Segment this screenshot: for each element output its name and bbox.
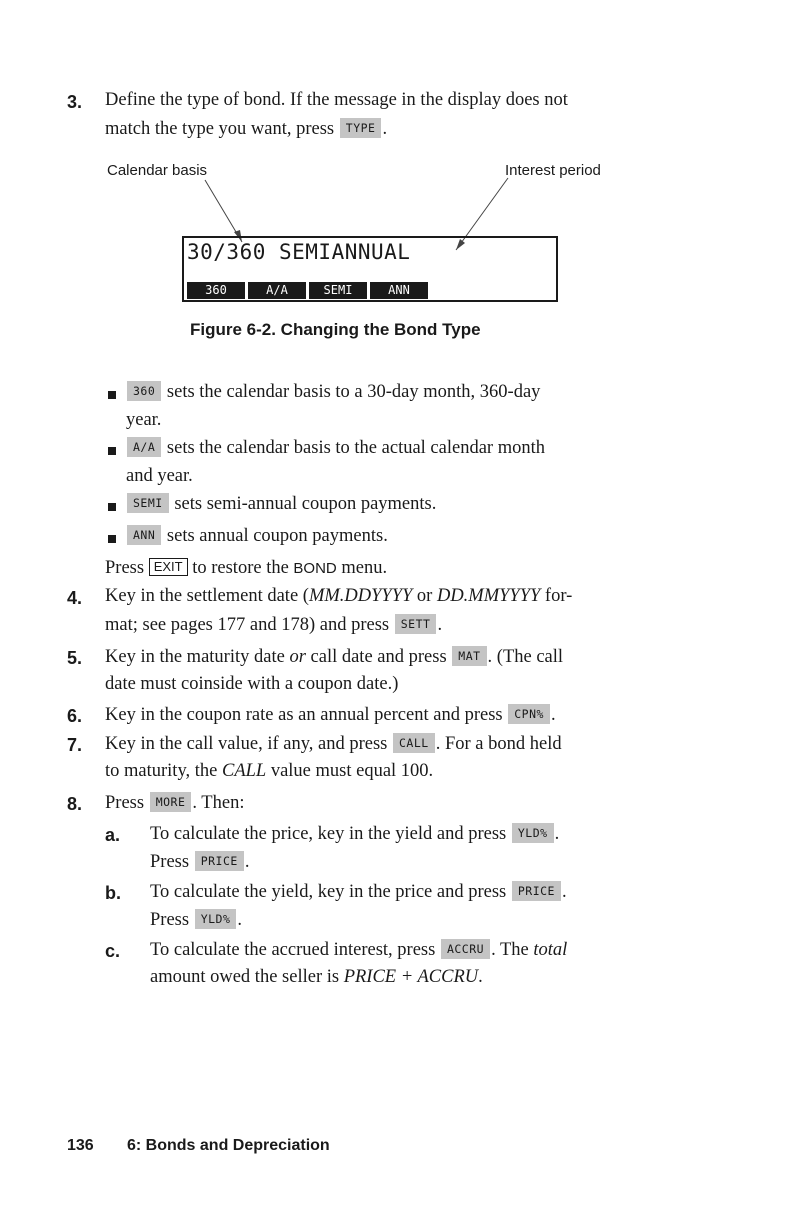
step-number: 5. bbox=[67, 648, 83, 668]
press-exit-line: Press EXIT to restore the BOND menu. bbox=[105, 558, 388, 578]
step-5-line-2: date must coinside with a coupon date.) bbox=[105, 674, 399, 694]
step-4-line-2: mat; see pages 177 and 178) and press SETT . bbox=[105, 615, 443, 635]
step-number: 6. bbox=[67, 706, 83, 726]
menu-key-ann[interactable]: ANN bbox=[370, 282, 428, 299]
chapter-title: 6: Bonds and Depreciation bbox=[127, 1137, 330, 1154]
substep-c-line-2: amount owed the seller is PRICE + ACCRU. bbox=[150, 967, 483, 987]
bullet-360-line-1: 360 sets the calendar basis to a 30-day month, 360-day bbox=[126, 381, 540, 403]
page-number: 136 bbox=[67, 1137, 94, 1154]
bullet bbox=[108, 391, 116, 399]
substep-c-line-1: To calculate the accrued interest, press ACCRU . The total bbox=[150, 940, 568, 960]
step-number: 7. bbox=[67, 735, 83, 755]
bullet-aa-line-1: A/A sets the calendar basis to the actual calendar month bbox=[126, 437, 545, 459]
menu-key-semi[interactable]: SEMI bbox=[309, 282, 367, 299]
exit-key: EXIT bbox=[149, 558, 188, 576]
menu-key-aa[interactable]: A/A bbox=[248, 282, 306, 299]
step-4-line-1: Key in the settlement date (MM.DDYYYY or DD.MMYYYY for- bbox=[105, 586, 573, 606]
360-softkey: 360 bbox=[127, 381, 161, 401]
bullet-360-line-2: year. bbox=[126, 410, 162, 430]
call-softkey: CALL bbox=[393, 733, 435, 753]
interest-period-label: Interest period bbox=[505, 162, 601, 179]
cpn-softkey: CPN% bbox=[508, 704, 550, 724]
more-softkey: MORE bbox=[150, 792, 192, 812]
step-number: 4. bbox=[67, 588, 83, 608]
display-message: 30/360 SEMIANNUAL bbox=[187, 240, 411, 264]
bullet-semi: SEMI sets semi-annual coupon payments. bbox=[126, 493, 436, 515]
bullet-aa-line-2: and year. bbox=[126, 466, 193, 486]
bullet bbox=[108, 447, 116, 455]
aa-softkey: A/A bbox=[127, 437, 161, 457]
yld-softkey: YLD% bbox=[512, 823, 554, 843]
calendar-basis-label: Calendar basis bbox=[107, 162, 208, 179]
substep-a-line-2: Press PRICE . bbox=[150, 852, 250, 872]
calculator-display bbox=[182, 236, 558, 302]
mat-softkey: MAT bbox=[452, 646, 486, 666]
price-softkey: PRICE bbox=[512, 881, 561, 901]
bond-menu-name: BOND bbox=[293, 560, 337, 577]
softkey-menu bbox=[187, 282, 428, 299]
substep-a-line-1: To calculate the price, key in the yield and press YLD% . bbox=[150, 824, 560, 844]
ann-softkey: ANN bbox=[127, 525, 161, 545]
substep-b-line-1: To calculate the yield, key in the price and press PRICE . bbox=[150, 882, 567, 902]
bullet bbox=[108, 503, 116, 511]
step-3-line-1: Define the type of bond. If the message in the display does not bbox=[105, 90, 568, 110]
step-7-line-2: to maturity, the CALL value must equal 100. bbox=[105, 761, 434, 781]
step-8-line: Press MORE . Then: bbox=[105, 793, 245, 813]
bullet bbox=[108, 535, 116, 543]
step-5-line-1: Key in the maturity date or call date and press MAT . (The call bbox=[105, 647, 564, 667]
bullet-ann: ANN sets annual coupon payments. bbox=[126, 525, 388, 547]
type-softkey: TYPE bbox=[340, 118, 382, 138]
price-softkey: PRICE bbox=[195, 851, 244, 871]
step-number: 8. bbox=[67, 794, 83, 814]
accru-softkey: ACCRU bbox=[441, 939, 490, 959]
sett-softkey: SETT bbox=[395, 614, 437, 634]
semi-softkey: SEMI bbox=[127, 493, 169, 513]
menu-key-360[interactable]: 360 bbox=[187, 282, 245, 299]
substep-letter: c. bbox=[105, 941, 121, 961]
step-7-line-1: Key in the call value, if any, and press CALL . For a bond held bbox=[105, 734, 562, 754]
step-6-line: Key in the coupon rate as an annual percent and press CPN% . bbox=[105, 705, 556, 725]
step-3-line-2: match the type you want, press TYPE . bbox=[105, 119, 388, 139]
substep-b-line-2: Press YLD% . bbox=[150, 910, 243, 930]
step-number: 3. bbox=[67, 92, 83, 112]
yld-softkey: YLD% bbox=[195, 909, 237, 929]
substep-letter: b. bbox=[105, 883, 121, 903]
figure-caption: Figure 6-2. Changing the Bond Type bbox=[190, 320, 481, 339]
substep-letter: a. bbox=[105, 825, 121, 845]
